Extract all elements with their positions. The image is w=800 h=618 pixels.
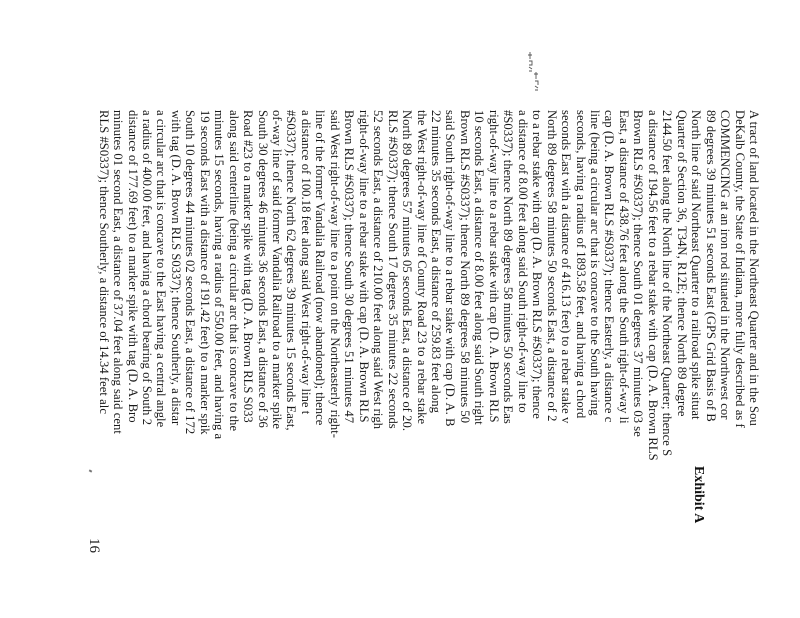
text-line: South 30 degrees 46 minutes 36 seconds East, a distance of 36 — [255, 110, 270, 428]
exhibit-heading: Exhibit A — [691, 466, 706, 524]
legal-description-text — [96, 110, 761, 610]
text-line: RLS #S0337); thence Southerly, a distance of 14.34 feet alc — [96, 110, 111, 414]
text-line: 19 seconds East with a distance of 191.42 feet) to a marker spik — [197, 110, 212, 435]
text-line: to a rebar stake with cap (D. A. Brown RLS #S0337); thence — [530, 110, 545, 419]
text-line: 52 seconds East, a distance of 210.00 feet along said West righ — [371, 110, 386, 430]
text-line: A tract of land located in the Northeast Quarter and in the Sou — [747, 110, 761, 426]
text-line: Brown RLS #S0337); thence South 01 degrees 37 minutes 03 se — [631, 110, 646, 437]
text-line: DeKalb County, the State of Indiana, more fully described as f — [732, 110, 747, 428]
handwritten-stamp-mark — [527, 50, 541, 92]
text-line: Quarter of Section 36, T34N, R12E; thence North 89 degree — [674, 110, 689, 417]
text-line: North 89 degrees 57 minutes 05 seconds East, a distance of 20. — [400, 110, 415, 432]
text-line: East, a distance of 438.76 feet along the South right-of-way li — [616, 110, 631, 424]
scan-speck — [89, 469, 93, 472]
page-number: 16 — [86, 538, 102, 553]
text-lines-container — [96, 110, 761, 610]
text-line: 10 seconds East, a distance of 8.00 feet along said South right — [472, 110, 487, 425]
text-line: South 10 degrees 44 minutes 02 seconds East, a distance of 172 — [183, 110, 198, 435]
text-line: a distance of 100.18 feet along said West right-of-way line t — [298, 110, 313, 415]
text-line: a radius of 400.00 feet, and having a chord bearing of South 2 — [139, 110, 154, 426]
text-line: North line of said Northeast Quarter to a railroad spike situat — [689, 110, 704, 420]
text-line: right-of-way line to a rebar stake with cap (D. A. Brown RLS — [486, 110, 501, 423]
text-line: Road #23 to a marker spike with tag (D. A. Brown RLS S033 — [241, 110, 256, 423]
text-line: seconds East with a distance of 416.13 feet) to a rebar stake v — [559, 110, 574, 424]
text-line: 89 degrees 39 minutes 51 seconds East (GPS Grid Basis of B — [703, 110, 718, 422]
text-line: 22 minutes 35 seconds East, a distance of 259.83 feet along — [429, 110, 444, 414]
text-line: a distance of 194.56 feet to a rebar stake with cap (D. A. Brown RLS — [645, 110, 660, 461]
text-line: along said centerline (being a circular arc that is concave to the — [226, 110, 241, 432]
text-line: #S0337); thence North 62 degrees 39 minutes 15 seconds East, — [284, 110, 299, 431]
text-line: said South right-of-way line to a rebar stake with cap (D. A. B — [443, 110, 458, 427]
text-line: of-way line of said former Vandalia Railroad to a marker spike — [270, 110, 285, 429]
text-line: Brown RLS #S0337); thence North 89 degrees 58 minutes 50 — [457, 110, 472, 424]
text-line: seconds, having a radius of 1893.58 feet, and having a chord — [573, 110, 588, 419]
text-line: right-of-way line to a rebar stake with cap (D. A. Brown RLS — [356, 110, 371, 423]
text-line: said West right-of-way line to a point on the Northeasterly right- — [327, 110, 342, 439]
text-line: minutes 01 second East, a distance of 37.04 feet along said cent — [111, 110, 126, 434]
text-line: line (being a circular arc that is concave to the South having — [588, 110, 603, 416]
text-line: a distance of 8.00 feet along said South right-of-way line to — [515, 110, 530, 413]
text-line: RLS #S0337); thence South 17 degrees 35 minutes 22 seconds — [385, 110, 400, 429]
text-line: #S0337); thence North 89 degrees 58 minutes 50 seconds Eas — [501, 110, 516, 424]
text-line: COMMENCING at an iron rod situated in the Northwest cor — [718, 110, 733, 420]
text-line: cap (D. A. Brown RLS #S0337); thence Easterly, a distance c — [602, 110, 617, 423]
text-line: Brown RLS #S0337); thence South 30 degrees 51 minutes 47 — [342, 110, 357, 424]
text-line: distance of 177.69 feet) to a marker spike with tag (D. A. Bro — [125, 110, 140, 423]
text-line: with tag (D. A. Brown RLS S0337); thence Southerly, a distar — [168, 110, 183, 426]
text-line: a circular arc that is concave to the East having a central angle — [154, 110, 169, 428]
text-line: line of the former Vandalia Railroad (now abandoned); thence — [313, 110, 328, 426]
text-line: 2144.50 feet along the North line of the Northeast Quarter; thence S — [660, 110, 675, 457]
text-line: North 89 degrees 58 minutes 50 seconds East, a distance of 2 — [544, 110, 559, 422]
text-line: minutes 15 seconds, having a radius of 550.00 feet, and having a — [212, 110, 227, 440]
text-line: the West right-of-way line of County Road 23 to a rebar stake — [414, 110, 429, 425]
